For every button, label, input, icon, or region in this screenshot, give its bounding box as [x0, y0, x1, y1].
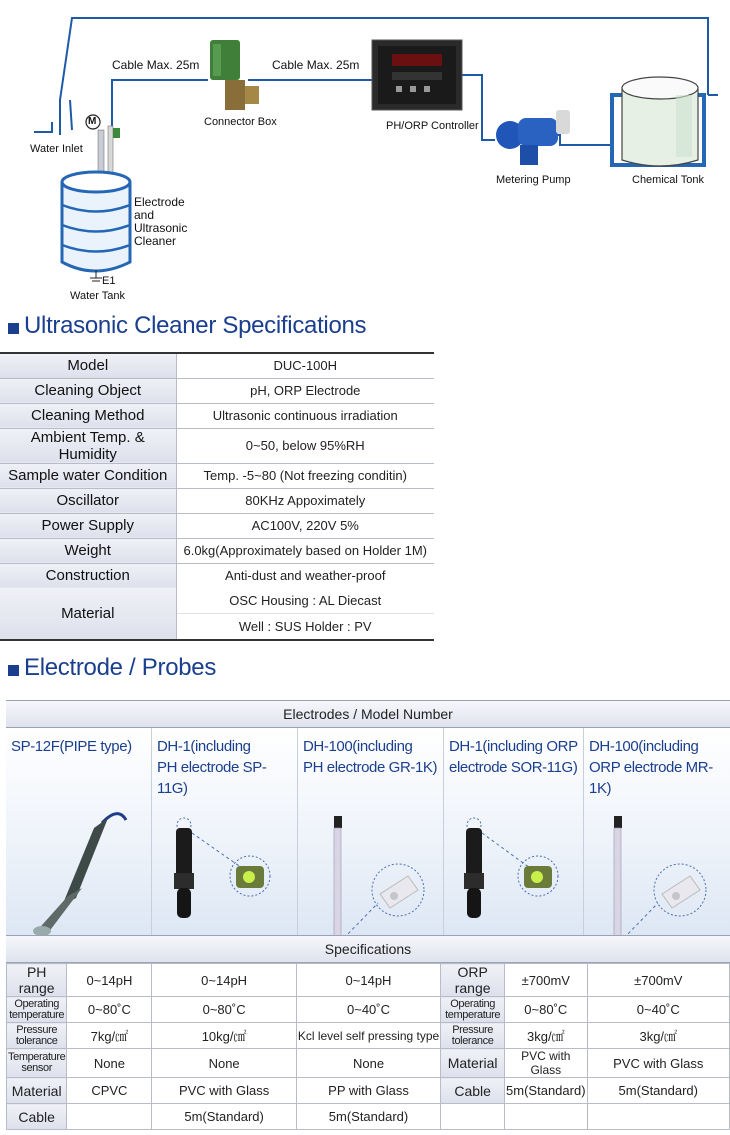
- table-row: [0, 588, 434, 640]
- spec-value: PVC with Glass: [152, 1078, 296, 1104]
- spec-label: Material: [441, 1049, 505, 1078]
- spec-label: Operating temperature: [441, 997, 505, 1023]
- spec-label: Model: [0, 353, 176, 378]
- spec-value: 0~14pH: [67, 964, 152, 997]
- table-row: [0, 403, 434, 428]
- spec-value: AC100V, 220V 5%: [176, 513, 434, 538]
- spec-label: Operating temperature: [7, 997, 67, 1023]
- spec-value: 3kg/㎠: [505, 1023, 587, 1049]
- spec-value-empty: [505, 1104, 587, 1130]
- probe-dh1-orp-image: [444, 728, 584, 935]
- spec-label: Oscillator: [0, 488, 176, 513]
- spec-value: 6.0kg(Approximately based on Holder 1M): [176, 538, 434, 563]
- table-row: [0, 463, 434, 488]
- spec-label: PH range: [7, 964, 67, 997]
- material-line-2: Well : SUS Holder : PV: [177, 613, 435, 639]
- probe-pipe-image: [6, 728, 152, 935]
- spec-label: Material: [0, 588, 176, 640]
- table-row: [7, 964, 730, 997]
- spec-value: Ultrasonic continuous irradiation: [176, 403, 434, 428]
- spec-label: Material: [7, 1078, 67, 1104]
- table-row: [0, 378, 434, 403]
- system-diagram-graphic: [0, 0, 730, 305]
- table-row: [7, 1104, 730, 1130]
- spec-value: 5m(Standard): [505, 1078, 587, 1104]
- spec-value: None: [67, 1049, 152, 1078]
- motor-label: M: [88, 116, 97, 127]
- probe-title: DH-100(including PH electrode GR-1K): [303, 738, 438, 776]
- probe-dh100-orp-image: [584, 728, 730, 935]
- probe-dh-1-ph: [152, 728, 298, 935]
- spec-value: 5m(Standard): [152, 1104, 296, 1130]
- spec-value: DUC-100H: [176, 353, 434, 378]
- spec-value-empty: [67, 1104, 152, 1130]
- spec-label: Weight: [0, 538, 176, 563]
- spec-value: 5m(Standard): [296, 1104, 440, 1130]
- spec-label: Sample water Condition: [0, 463, 176, 488]
- spec-label: Pressure tolerance: [441, 1023, 505, 1049]
- spec-label: ORP range: [441, 964, 505, 997]
- spec-label: Ambient Temp. & Humidity: [0, 428, 176, 463]
- ground-e1-label: E1: [102, 275, 116, 287]
- spec-label: Temperature sensor: [7, 1049, 67, 1078]
- controller-label: PH/ORP Controller: [386, 120, 479, 132]
- spec-value: ±700mV: [587, 964, 729, 997]
- spec-label: Cable: [441, 1078, 505, 1104]
- table-row: [0, 513, 434, 538]
- spec-value-empty: [441, 1104, 505, 1130]
- spec-label: Pressure tolerance: [7, 1023, 67, 1049]
- material-line-1: OSC Housing : AL Diecast: [229, 593, 382, 608]
- table-row: [7, 1049, 730, 1078]
- spec-value: 0~40˚C: [296, 997, 440, 1023]
- spec-value: Temp. -5~80 (Not freezing conditin): [176, 463, 434, 488]
- electrode-table: [6, 700, 730, 1130]
- table-row: [7, 1078, 730, 1104]
- spec-value: Anti-dust and weather-proof: [176, 563, 434, 588]
- metering-pump-label: Metering Pump: [496, 174, 571, 186]
- specifications-header: Specifications: [6, 935, 730, 963]
- spec-value: PP with Glass: [296, 1078, 440, 1104]
- section-title-ultrasonic: [8, 312, 366, 340]
- probe-dh100-image: [298, 728, 444, 935]
- spec-label: Cleaning Method: [0, 403, 176, 428]
- table-row: [0, 488, 434, 513]
- section-title-text: Electrode / Probes: [24, 654, 217, 681]
- spec-value: [176, 588, 434, 640]
- spec-value: 5m(Standard): [587, 1078, 729, 1104]
- table-row: [0, 353, 434, 378]
- electrode-header: Electrodes / Model Number: [6, 700, 730, 728]
- probe-title: DH-1(including PH electrode SP-11G): [157, 738, 267, 797]
- probe-dh-1-orp: [444, 728, 584, 935]
- spec-value: 0~80˚C: [67, 997, 152, 1023]
- spec-value: Kcl level self pressing type: [296, 1023, 440, 1049]
- spec-value: pH, ORP Electrode: [176, 378, 434, 403]
- table-row: [7, 997, 730, 1023]
- probe-spec-table: [6, 963, 730, 1130]
- spec-label: Construction: [0, 563, 176, 588]
- probe-row: [6, 728, 730, 935]
- probe-dh-100-ph: [298, 728, 444, 935]
- spec-value: 80KHz Appoximately: [176, 488, 434, 513]
- table-row: [0, 563, 434, 588]
- spec-label: Cable: [7, 1104, 67, 1130]
- cable-label-right: Cable Max. 25m: [272, 58, 360, 72]
- section-title-text: Ultrasonic Cleaner Specifications: [24, 312, 367, 339]
- spec-value: None: [296, 1049, 440, 1078]
- probe-dh1-image: [152, 728, 298, 935]
- cable-label-left: Cable Max. 25m: [112, 58, 200, 72]
- spec-value: PVC with Glass: [505, 1049, 587, 1078]
- water-inlet-label: Water Inlet: [30, 143, 83, 155]
- spec-label: Power Supply: [0, 513, 176, 538]
- spec-value: 0~14pH: [296, 964, 440, 997]
- table-row: [0, 538, 434, 563]
- spec-value: 3kg/㎠: [587, 1023, 729, 1049]
- connector-box-label: Connector Box: [204, 116, 277, 128]
- spec-value: PVC with Glass: [587, 1049, 729, 1078]
- spec-value: 10kg/㎠: [152, 1023, 296, 1049]
- spec-value: 0~14pH: [152, 964, 296, 997]
- table-row: [7, 1023, 730, 1049]
- spec-value: ±700mV: [505, 964, 587, 997]
- electrode-cleaner-label: Electrode and Ultrasonic Cleaner: [134, 195, 188, 248]
- spec-value: CPVC: [67, 1078, 152, 1104]
- probe-sp-12f: [6, 728, 152, 935]
- spec-value-empty: [587, 1104, 729, 1130]
- section-title-electrode: [8, 654, 216, 682]
- spec-label: Cleaning Object: [0, 378, 176, 403]
- ultrasonic-spec-table: [0, 352, 434, 641]
- probe-dh-100-orp: [584, 728, 730, 935]
- table-row: [0, 428, 434, 463]
- square-bullet-icon: [8, 665, 19, 676]
- spec-value: 0~50, below 95%RH: [176, 428, 434, 463]
- probe-title: SP-12F(PIPE type): [11, 738, 132, 755]
- square-bullet-icon: [8, 323, 19, 334]
- spec-value: 0~80˚C: [505, 997, 587, 1023]
- spec-value: None: [152, 1049, 296, 1078]
- water-tank-label: Water Tank: [70, 290, 126, 302]
- system-diagram: [0, 0, 730, 305]
- probe-title: DH-100(including ORP electrode MR-1K): [589, 738, 713, 797]
- spec-value: 0~80˚C: [152, 997, 296, 1023]
- spec-value: 7kg/㎠: [67, 1023, 152, 1049]
- spec-value: 0~40˚C: [587, 997, 729, 1023]
- chemical-tank-label: Chemical Tonk: [632, 174, 704, 186]
- probe-title: DH-1(including ORP electrode SOR-11G): [449, 738, 578, 776]
